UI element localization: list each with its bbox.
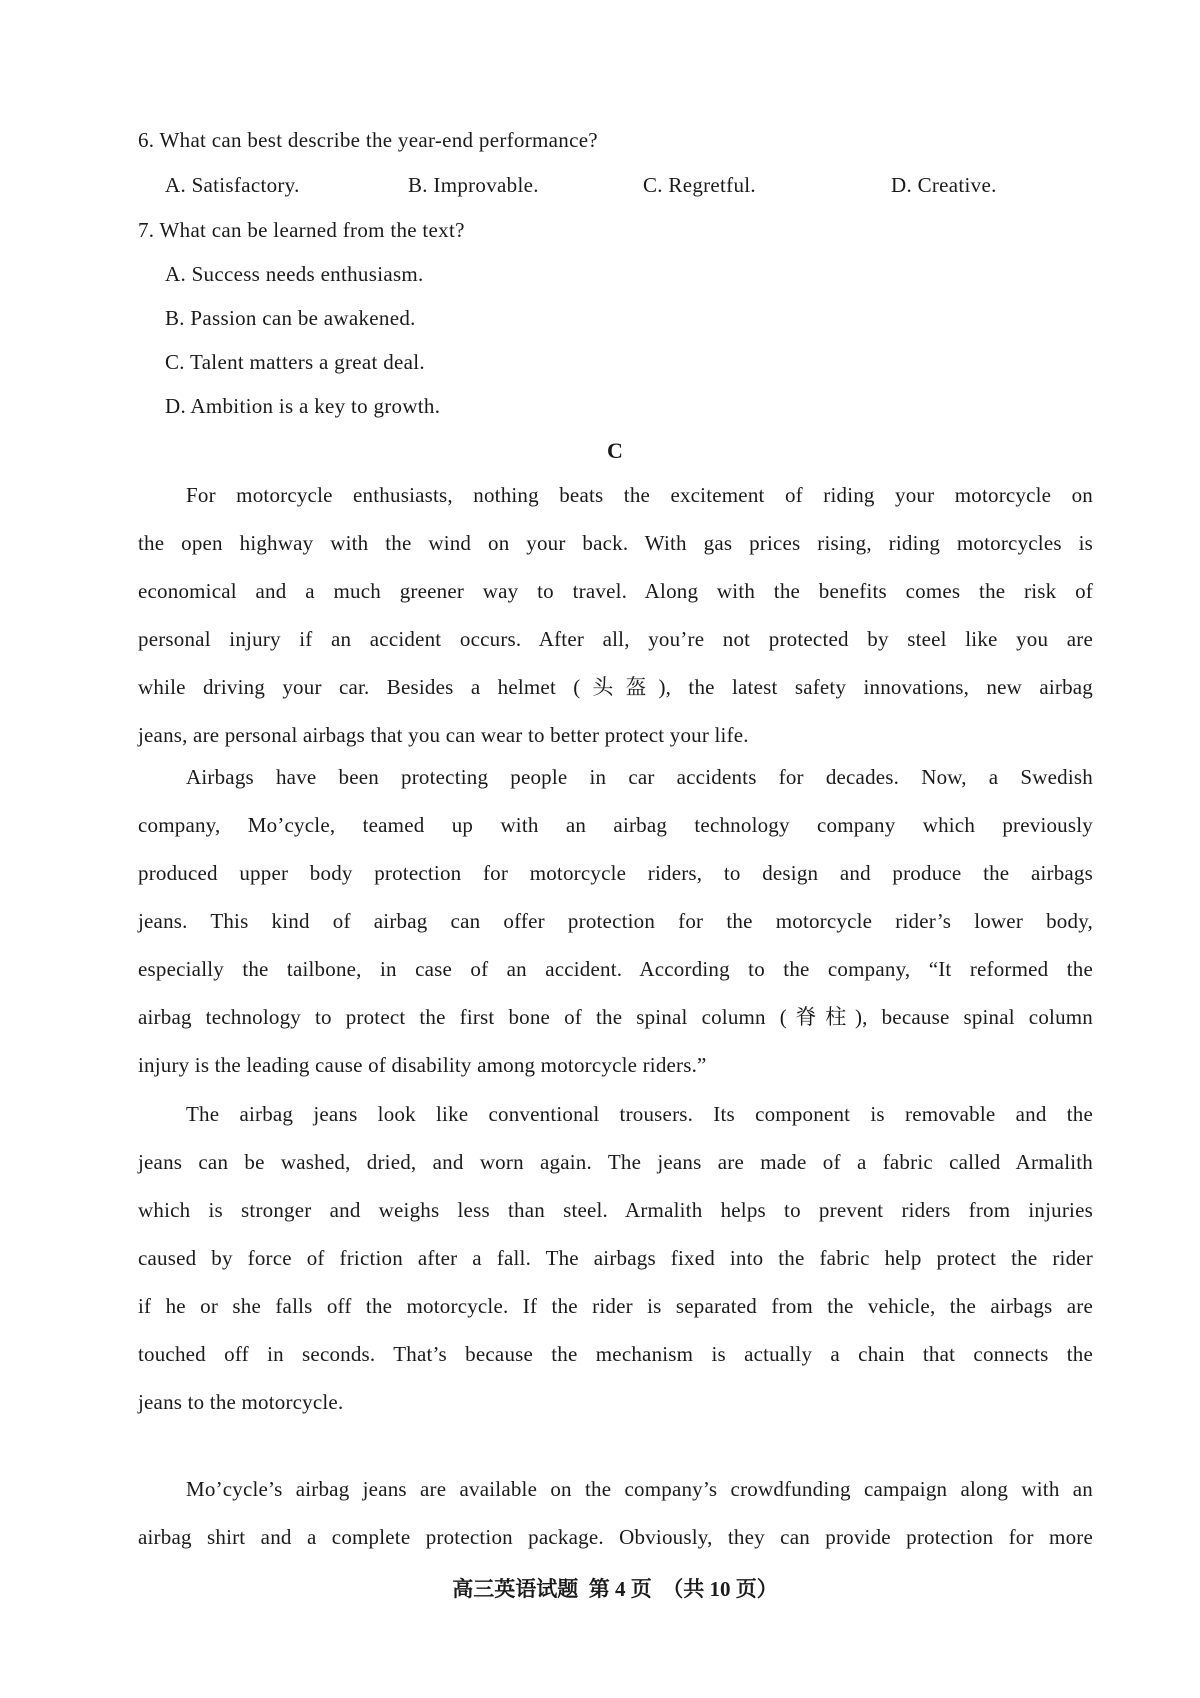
question-7-stem: 7. What can be learned from the text?	[138, 218, 465, 242]
section-heading: C	[607, 438, 623, 463]
paragraph-line: economical and a much greener way to travel. Along with the benefits comes the risk of	[138, 579, 1093, 603]
passage-paragraph-4	[138, 1465, 1093, 1561]
question-7-option-b: B. Passion can be awakened.	[165, 306, 416, 330]
question-6-option-c: C. Regretful.	[643, 173, 756, 197]
question-7-option-c: C. Talent matters a great deal.	[165, 350, 425, 374]
paragraph-line: caused by force of friction after a fall. The airbags fixed into the fabric help protect the rider	[138, 1246, 1093, 1270]
question-6-option-d: D. Creative.	[891, 173, 997, 197]
paragraph-line: For motorcycle enthusiasts, nothing beats the excitement of riding your motorcycle on	[186, 483, 1093, 507]
question-7-option-d: D. Ambition is a key to growth.	[165, 394, 441, 418]
paragraph-line: the open highway with the wind on your back. With gas prices rising, riding motorcycles is	[138, 531, 1093, 555]
paragraph-line: produced upper body protection for motorcycle riders, to design and produce the airbags	[138, 861, 1093, 885]
paragraph-line: injury is the leading cause of disability among motorcycle riders.”	[138, 1053, 707, 1077]
paragraph-line: airbag technology to protect the first bone of the spinal column (脊柱), because spinal column	[138, 1005, 1093, 1029]
paragraph-line: especially the tailbone, in case of an accident. According to the company, “It reformed the	[138, 957, 1093, 981]
passage-paragraph-2	[138, 753, 1093, 1089]
paragraph-line: if he or she falls off the motorcycle. If the rider is separated from the vehicle, the airbags are	[138, 1294, 1093, 1318]
paragraph-line: which is stronger and weighs less than steel. Armalith helps to prevent riders from injuries	[138, 1198, 1093, 1222]
question-7-option-a: A. Success needs enthusiasm.	[165, 262, 424, 286]
paragraph-line: touched off in seconds. That’s because the mechanism is actually a chain that connects the	[138, 1342, 1093, 1366]
paragraph-line: jeans can be washed, dried, and worn again. The jeans are made of a fabric called Armalith	[138, 1150, 1093, 1174]
paragraph-line: company, Mo’cycle, teamed up with an airbag technology company which previously	[138, 813, 1093, 837]
paragraph-line: Mo’cycle’s airbag jeans are available on the company’s crowdfunding campaign along with an	[186, 1477, 1093, 1501]
paragraph-line: while driving your car. Besides a helmet (头盔), the latest safety innovations, new airbag	[138, 675, 1093, 699]
paragraph-line: jeans, are personal airbags that you can wear to better protect your life.	[138, 723, 749, 747]
passage-paragraph-1	[138, 471, 1093, 759]
paragraph-line: jeans. This kind of airbag can offer protection for the motorcycle rider’s lower body,	[138, 909, 1093, 933]
paragraph-line: personal injury if an accident occurs. After all, you’re not protected by steel like you are	[138, 627, 1093, 651]
page-footer: 高三英语试题 第 4 页 （共 10 页）	[452, 1577, 778, 1601]
paragraph-line: jeans to the motorcycle.	[138, 1390, 344, 1414]
paragraph-line: The airbag jeans look like conventional trousers. Its component is removable and the	[186, 1102, 1093, 1126]
question-6-stem: 6. What can best describe the year-end performance?	[138, 128, 598, 152]
paragraph-line: Airbags have been protecting people in car accidents for decades. Now, a Swedish	[186, 765, 1093, 789]
question-6-option-b: B. Improvable.	[408, 173, 539, 197]
passage-paragraph-3	[138, 1090, 1093, 1426]
question-6-option-a: A. Satisfactory.	[165, 173, 300, 197]
paragraph-line: airbag shirt and a complete protection package. Obviously, they can provide protection for more	[138, 1525, 1093, 1549]
